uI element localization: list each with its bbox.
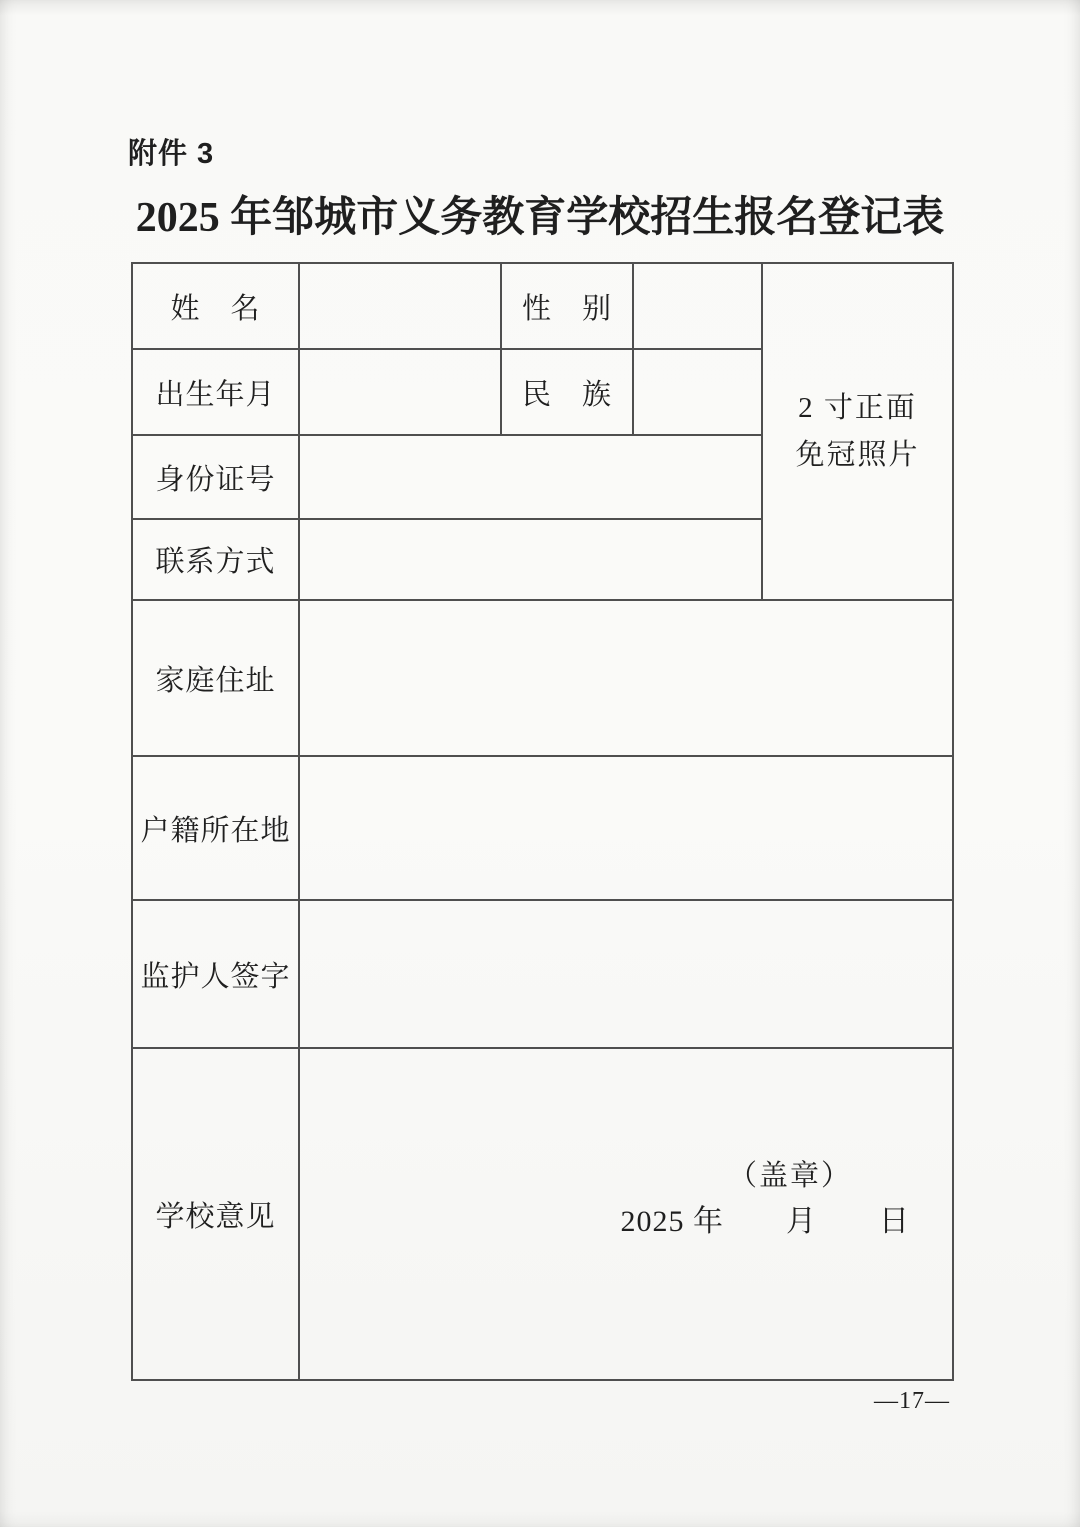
page-title: 2025 年邹城市义务教育学校招生报名登记表 <box>135 195 945 241</box>
gender-label: 性 别 <box>501 263 633 349</box>
registration-form-table <box>131 262 954 1381</box>
household-registration-label: 户籍所在地 <box>132 756 299 900</box>
photo-box-line2: 免冠照片 <box>795 438 920 471</box>
contact-value-cell <box>299 519 762 600</box>
table-row <box>132 263 953 349</box>
home-address-label: 家庭住址 <box>132 600 299 756</box>
table-row <box>132 900 953 1048</box>
gender-value-cell <box>633 263 762 349</box>
page-number: —17— <box>874 1388 950 1414</box>
attachment-label: 附件 3 <box>128 138 215 170</box>
contact-label: 联系方式 <box>132 519 299 600</box>
name-value-cell <box>299 263 501 349</box>
id-number-value-cell <box>299 435 762 519</box>
table-row <box>132 600 953 756</box>
school-opinion-value-cell <box>299 1048 953 1380</box>
stamp-label: （盖章） <box>727 1160 852 1192</box>
id-number-label: 身份证号 <box>132 435 299 519</box>
ethnicity-label: 民 族 <box>501 349 633 435</box>
table-row <box>132 1048 953 1380</box>
birth-date-label: 出生年月 <box>132 349 299 435</box>
guardian-signature-label: 监护人签字 <box>132 900 299 1048</box>
ethnicity-value-cell <box>633 349 762 435</box>
photo-box-cell <box>762 263 953 600</box>
school-opinion-label: 学校意见 <box>132 1048 299 1380</box>
home-address-value-cell <box>299 600 953 756</box>
guardian-signature-value-cell <box>299 900 953 1048</box>
date-line: 2025 年 月 日 <box>620 1205 910 1238</box>
birth-date-value-cell <box>299 349 501 435</box>
photo-box-line1: 2 寸正面 <box>798 391 917 424</box>
name-label: 姓 名 <box>132 263 299 349</box>
household-registration-value-cell <box>299 756 953 900</box>
table-row <box>132 756 953 900</box>
